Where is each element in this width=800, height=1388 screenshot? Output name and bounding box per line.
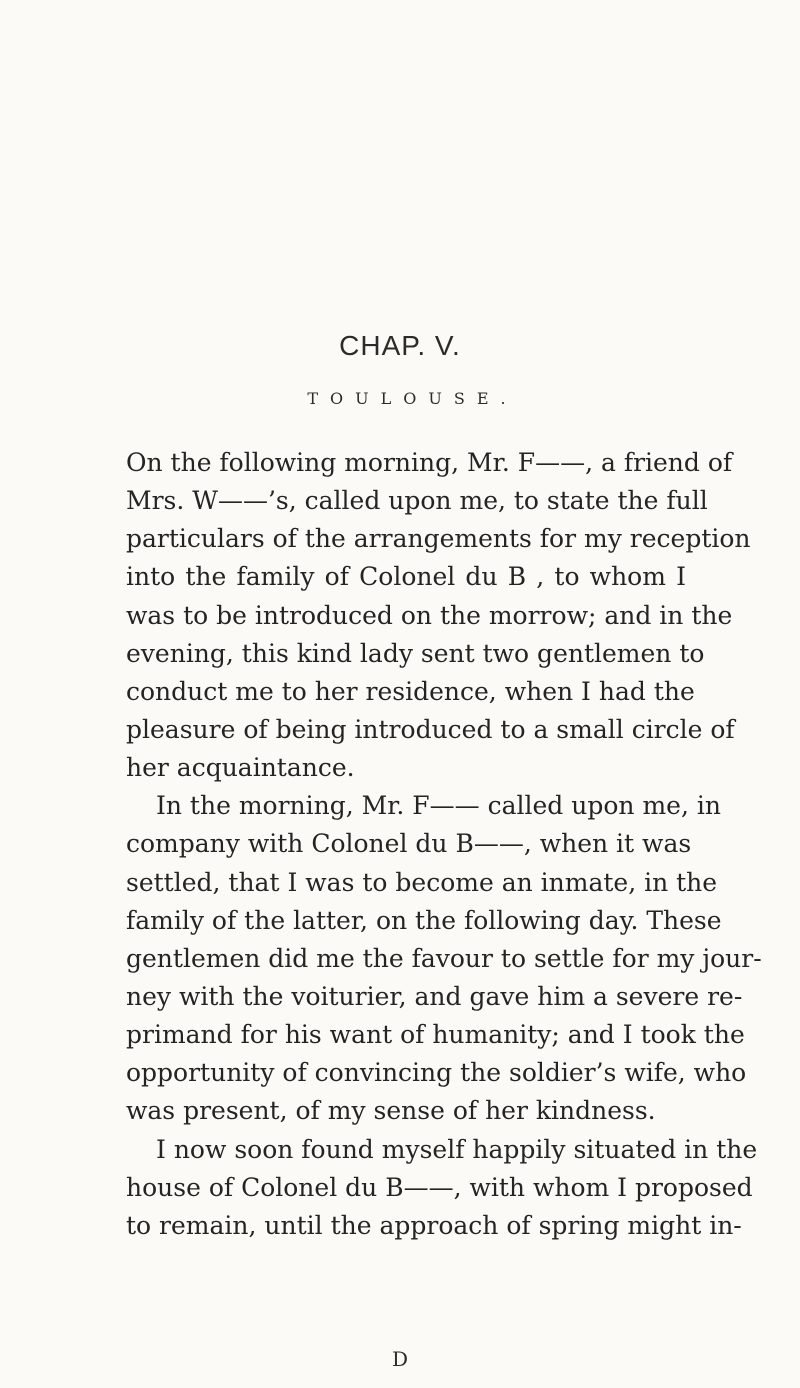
text-line: her acquaintance.: [126, 753, 355, 783]
text-line: company with Colonel du B——, when it was: [126, 829, 692, 859]
text-line: opportunity of convincing the soldier’s wife, who: [126, 1058, 747, 1088]
text-line: was to be introduced on the morrow; and in the: [126, 600, 733, 630]
text-line: I now soon found myself happily situated in the: [156, 1134, 758, 1164]
text-line: primand for his want of humanity; and I took the: [126, 1020, 745, 1050]
text-line: into the family of Colonel du B , to whom I: [126, 562, 686, 592]
chapter-subheading: TOULOUSE.: [307, 389, 518, 408]
chapter-heading: CHAP. V.: [339, 330, 461, 361]
text-line: In the morning, Mr. F—— called upon me, in: [156, 791, 721, 821]
signature-mark: D: [391, 1347, 409, 1371]
text-line: was present, of my sense of her kindness.: [126, 1096, 656, 1126]
text-line: particulars of the arrangements for my reception: [126, 524, 751, 554]
body-text: [126, 444, 762, 1245]
text-line: settled, that I was to become an inmate, in the: [126, 867, 718, 897]
text-line: conduct me to her residence, when I had the: [126, 676, 695, 706]
text-line: gentlemen did me the favour to settle for my jour-: [126, 943, 762, 973]
text-line: house of Colonel du B——, with whom I proposed: [126, 1172, 753, 1202]
text-line: pleasure of being introduced to a small circle of: [126, 714, 735, 744]
text-line: family of the latter, on the following day. These: [126, 905, 722, 935]
text-line: ney with the voiturier, and gave him a severe re-: [126, 981, 743, 1011]
text-line: On the following morning, Mr. F——, a friend of: [126, 448, 733, 477]
text-line: Mrs. W——’s, called upon me, to state the full: [126, 486, 708, 516]
text-line: evening, this kind lady sent two gentlemen to: [126, 638, 705, 668]
text-line: to remain, until the approach of spring might in-: [126, 1210, 742, 1240]
